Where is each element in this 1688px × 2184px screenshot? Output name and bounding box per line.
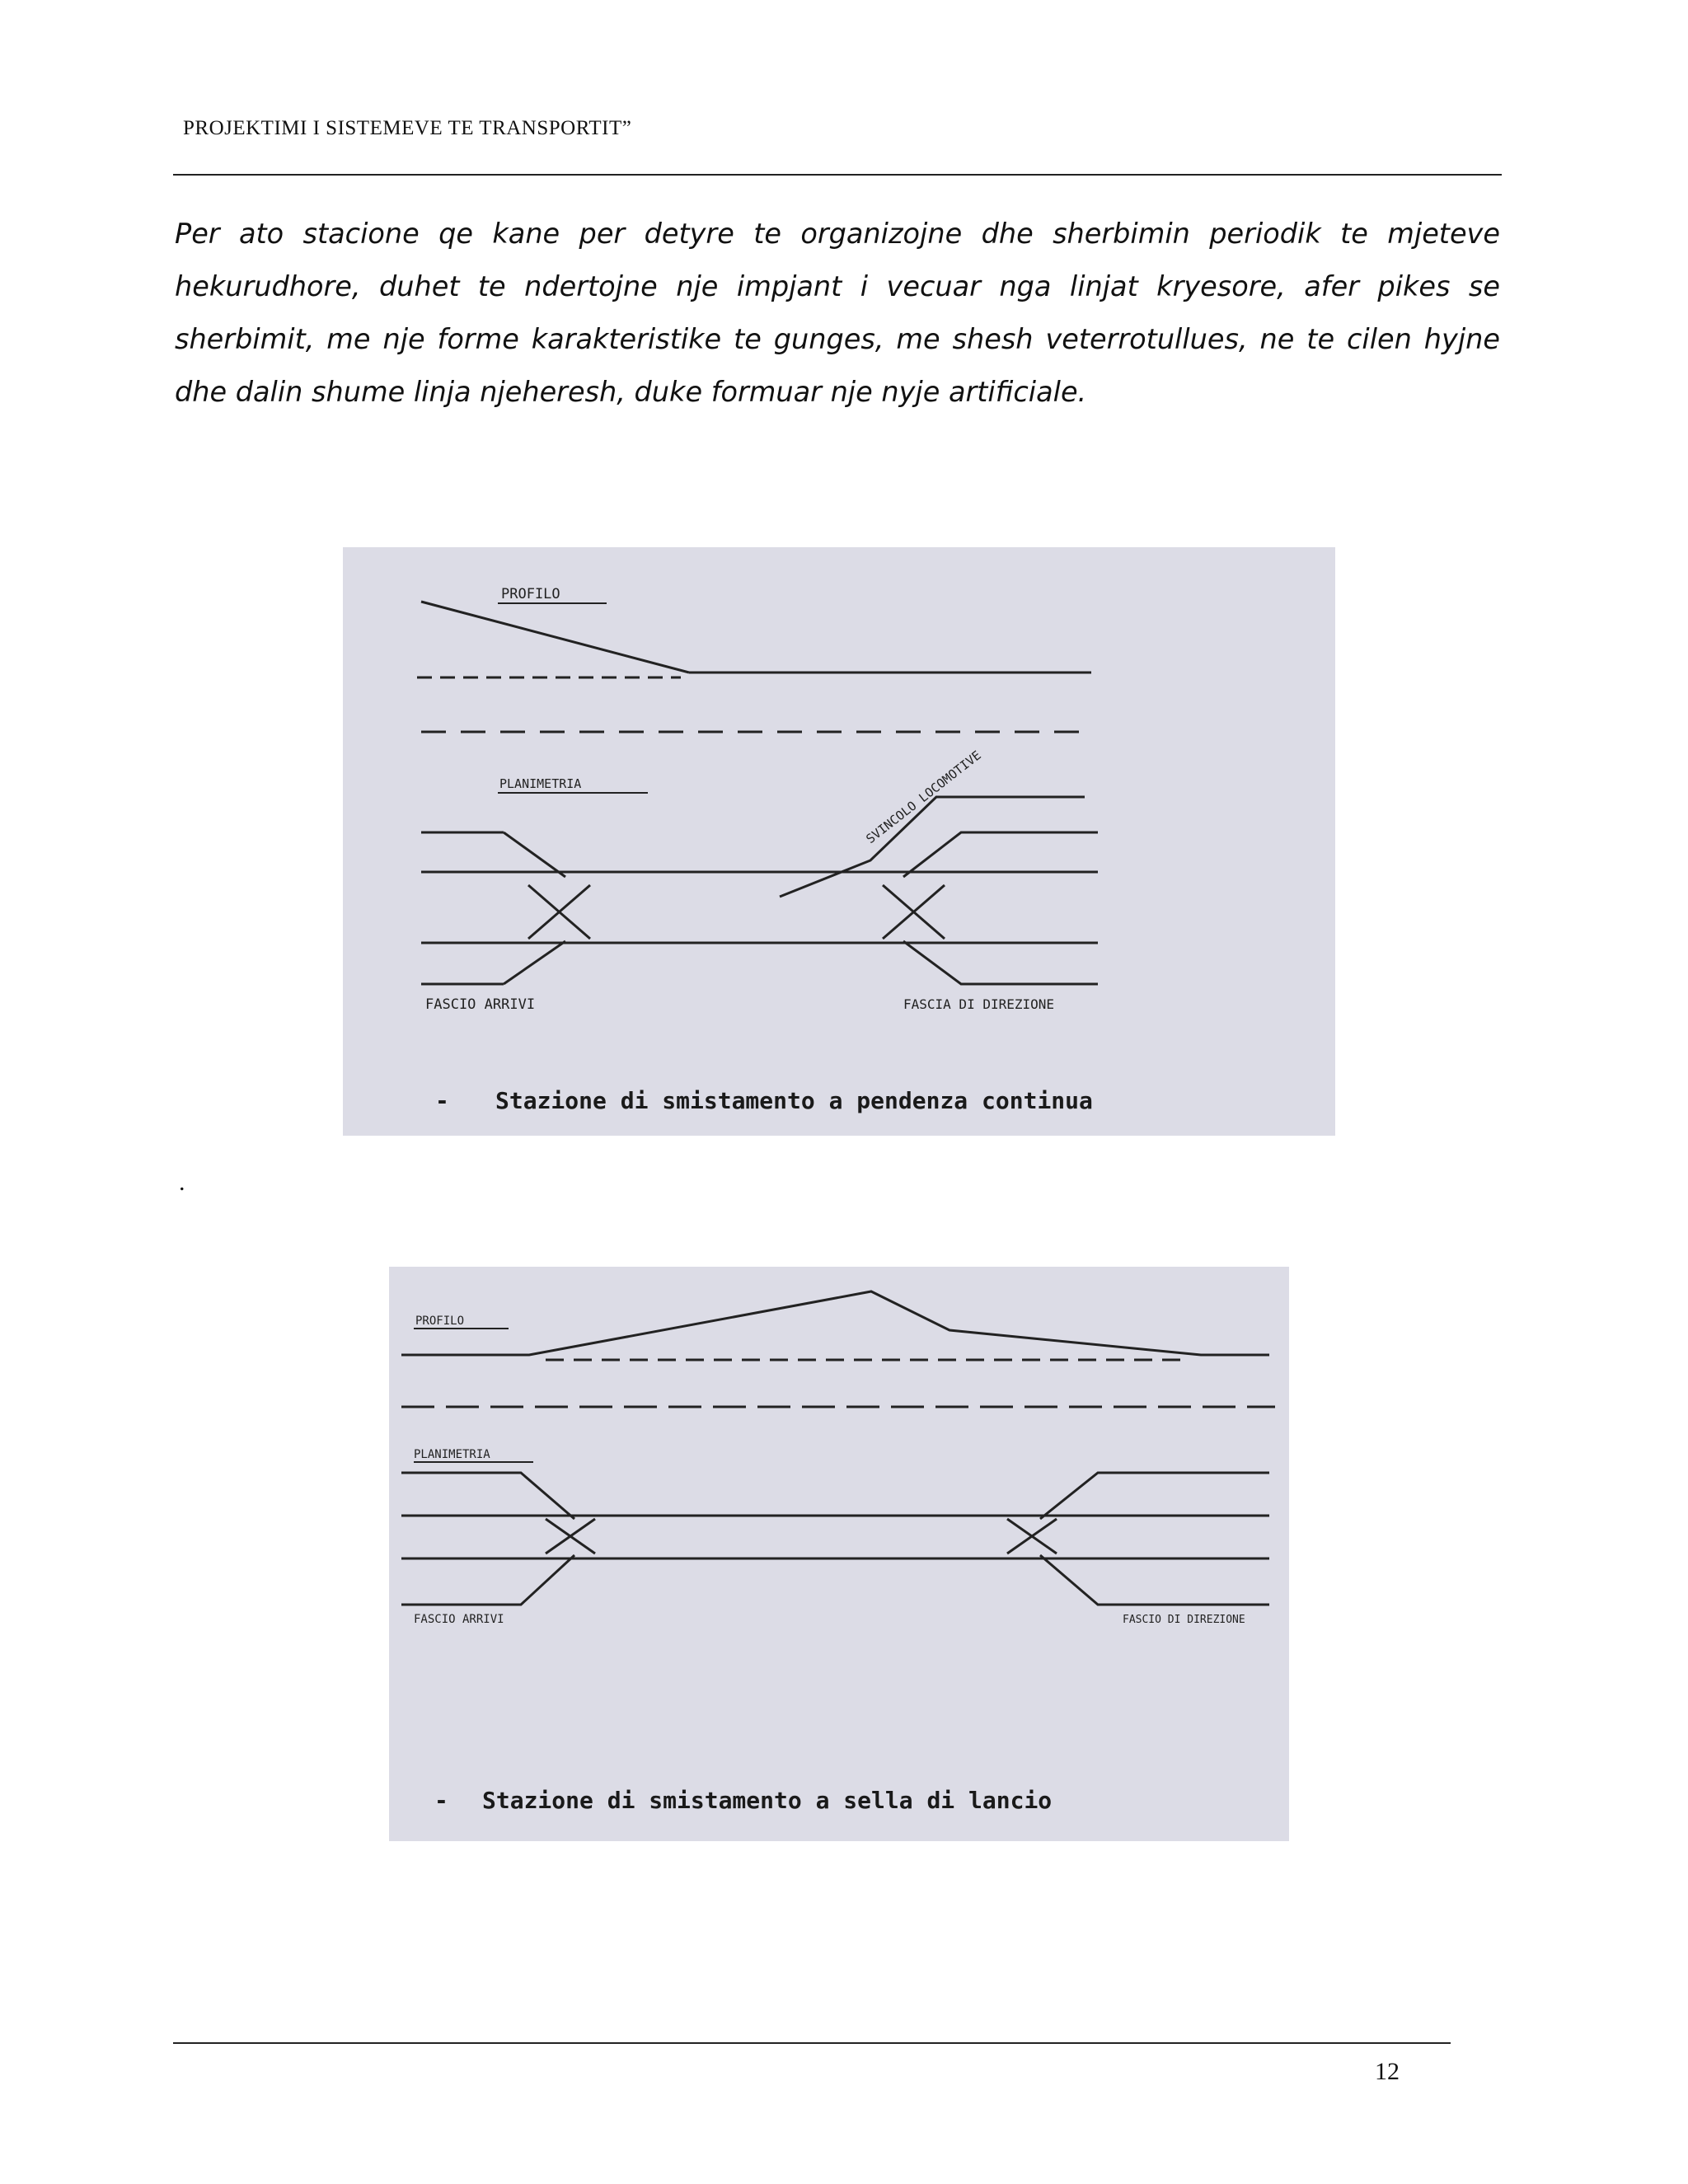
header-rule — [173, 174, 1502, 176]
direction-label: FASCIO DI DIREZIONE — [1123, 1614, 1245, 1626]
left-upper-track — [401, 1473, 574, 1519]
profile-label: PROFILO — [501, 586, 560, 602]
profile-label: PROFILO — [415, 1315, 465, 1328]
right-lower-track — [1040, 1555, 1269, 1605]
figure-2-diagram — [389, 1267, 1289, 1841]
right-upper-track — [903, 832, 1098, 877]
caption-dash: - — [434, 1787, 448, 1814]
locomotive-track — [780, 797, 1085, 897]
figure-1-diagram — [343, 547, 1335, 1136]
plan-label: PLANIMETRIA — [414, 1448, 490, 1461]
direction-label: FASCIA DI DIREZIONE — [903, 996, 1055, 1012]
figure-continuous-slope — [343, 547, 1335, 1136]
caption-dash: - — [435, 1087, 449, 1114]
arrivals-label: FASCIO ARRIVI — [414, 1613, 504, 1626]
locomotive-label: SVINCOLO LOCOMOTIVE — [863, 748, 984, 847]
plan-label: PLANIMETRIA — [499, 776, 582, 791]
running-header: PROJEKTIMI I SISTEMEVE TE TRANSPORTIT” — [183, 117, 632, 139]
arrivals-label: FASCIO ARRIVI — [425, 996, 536, 1013]
figure-1-caption: Stazione di smistamento a pendenza continua — [495, 1087, 1093, 1114]
stray-dot: . — [179, 1169, 185, 1196]
footer-rule — [173, 2042, 1451, 2044]
page-number: 12 — [1375, 2058, 1400, 2085]
left-lower-track — [401, 1555, 574, 1605]
figure-2-caption: Stazione di smistamento a sella di lancio — [482, 1787, 1053, 1814]
body-paragraph: Per ato stacione qe kane per detyre te organizojne dhe sherbimin periodik te mjeteve hekurudhore, duhet te ndertojne nje impjant i vecuar nga linjat kryesore, afer pikes se sherbimit, me nje forme karakteristike te gunges, me shesh veterrotullues, ne te cilen hyjne dhe dalin shume linja njeheresh, duke formuar nje nyje artificiale. — [175, 218, 1500, 408]
right-upper-track — [1040, 1473, 1269, 1519]
figure-hump-yard — [389, 1267, 1289, 1841]
right-lower-track — [903, 941, 1098, 984]
left-upper-diverge — [504, 832, 565, 877]
profile-slope-line — [421, 602, 689, 673]
hump-profile-line — [401, 1291, 1269, 1355]
left-lower-diverge — [504, 941, 565, 984]
